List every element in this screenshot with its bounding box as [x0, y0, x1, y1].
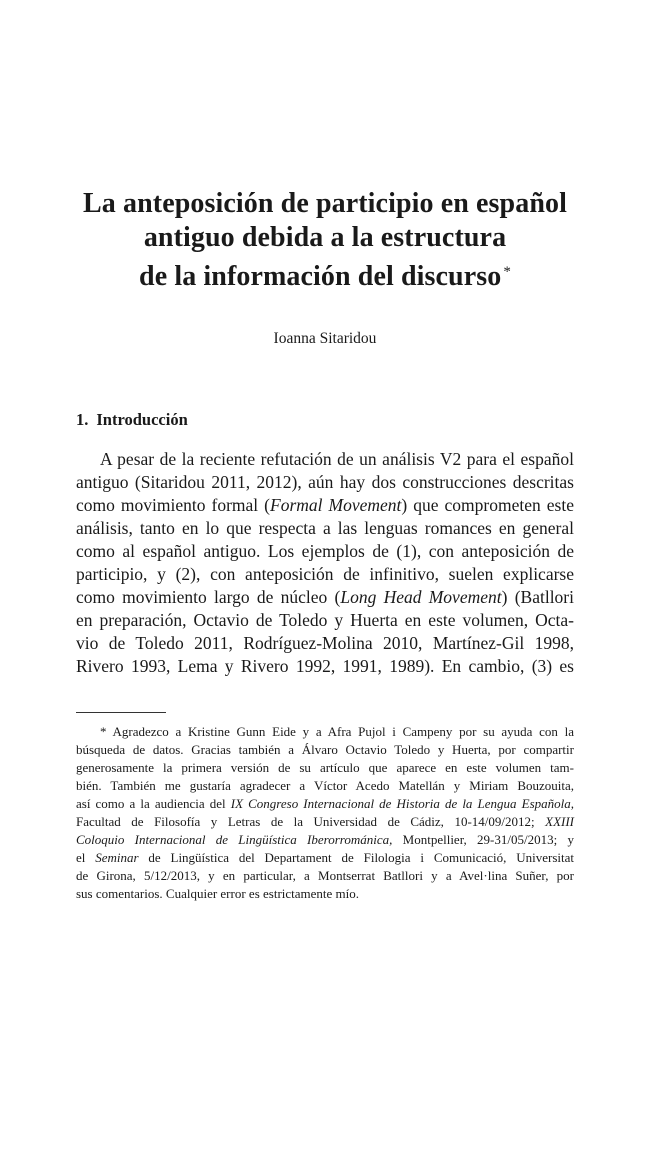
footnote-line: [76, 795, 574, 813]
footnote-fragment: así como a la audiencia del: [76, 796, 231, 811]
footnote-marker: *: [503, 264, 511, 280]
body-line: [76, 586, 574, 609]
section-heading: [76, 410, 574, 430]
footnote-italic-title: IX Congreso Internacional de Historia de la Lengua Española,: [230, 796, 574, 811]
body-line: vio de Toledo 2011, Rodríguez-Molina 2010, Martínez-Gil 1998,: [76, 633, 574, 653]
body-line: como al español antiguo. Los ejemplos de (1), con anteposición de: [76, 541, 574, 561]
chapter-title: [76, 187, 574, 294]
footnote-fragment: Montpellier, 29-31/05/2013; y: [392, 832, 574, 847]
footnote-line: de Girona, 5/12/2013, y en particular, a Montserrat Batllori y a Avel·lina Suñer, por: [76, 868, 574, 883]
footnote-line: [76, 849, 574, 867]
footnote-line: bién. También me gustaría agradecer a Víctor Acedo Matellán y Miriam Bouzouita,: [76, 778, 574, 793]
footnote-separator: [76, 712, 166, 713]
body-text-fragment: ) (Batllori: [501, 587, 574, 607]
body-text-fragment: como movimiento formal (: [76, 495, 270, 515]
footnote-line: * Agradezco a Kristine Gunn Eide y a Afra Pujol i Campeny por su ayuda con la: [100, 724, 574, 739]
body-line: análisis, tanto en lo que respecta a las lenguas romances en general: [76, 518, 574, 538]
body-line: antiguo (Sitaridou 2011, 2012), aún hay dos construcciones descritas: [76, 472, 574, 492]
footnote-line: búsqueda de datos. Gracias también a Álvaro Octavio Toledo y Huerta, por compartir: [76, 742, 574, 757]
section-title: Introducción: [96, 410, 188, 429]
footnote-line: [76, 831, 574, 849]
body-italic-term: Formal Movement: [270, 495, 402, 515]
author-name: Ioanna Sitaridou: [273, 330, 377, 347]
footnote-line: [76, 813, 574, 831]
footnote-italic-title: Coloquio Internacional de Lingüística Iberorrománica,: [76, 832, 393, 847]
body-line: [76, 494, 574, 517]
footnote-italic-title: XXIII: [545, 814, 574, 829]
footnote-fragment: de Lingüística del Departament de Filologia i Comunicació, Universitat: [138, 850, 574, 865]
title-line-3-text: de la información del discurso: [139, 261, 502, 292]
footnote-line: sus comentarios. Cualquier error es estrictamente mío.: [76, 886, 360, 901]
footnote-line: generosamente la primera versión de su artículo que aparece en este volumen tam-: [76, 760, 574, 775]
body-italic-term: Long Head Movement: [340, 587, 502, 607]
body-line: participio, y (2), con anteposición de infinitivo, suelen explicarse: [76, 564, 574, 584]
title-line-1: La anteposición de participio en español: [83, 188, 567, 219]
body-text-fragment: como movimiento largo de núcleo (: [76, 587, 341, 607]
title-line-2: antiguo debida a la estructura: [143, 222, 507, 253]
page: [0, 187, 650, 1156]
title-line-3: [76, 255, 574, 294]
footnote: [76, 723, 574, 903]
section-number: 1.: [76, 410, 89, 429]
body-line: Rivero 1993, Lema y Rivero 1992, 1991, 1989). En cambio, (3) es: [76, 656, 574, 676]
body-line: en preparación, Octavio de Toledo y Huerta en este volumen, Octa-: [76, 610, 574, 630]
footnote-fragment: el: [76, 850, 96, 865]
body-text-fragment: ) que comprometen este: [401, 495, 574, 515]
body-paragraph: [76, 448, 574, 678]
footnote-italic-title: Seminar: [95, 850, 139, 865]
footnote-fragment: Facultad de Filosofía y Letras de la Universidad de Cádiz, 10-14/09/2012;: [76, 814, 546, 829]
body-line: A pesar de la reciente refutación de un análisis V2 para el español: [100, 449, 574, 469]
